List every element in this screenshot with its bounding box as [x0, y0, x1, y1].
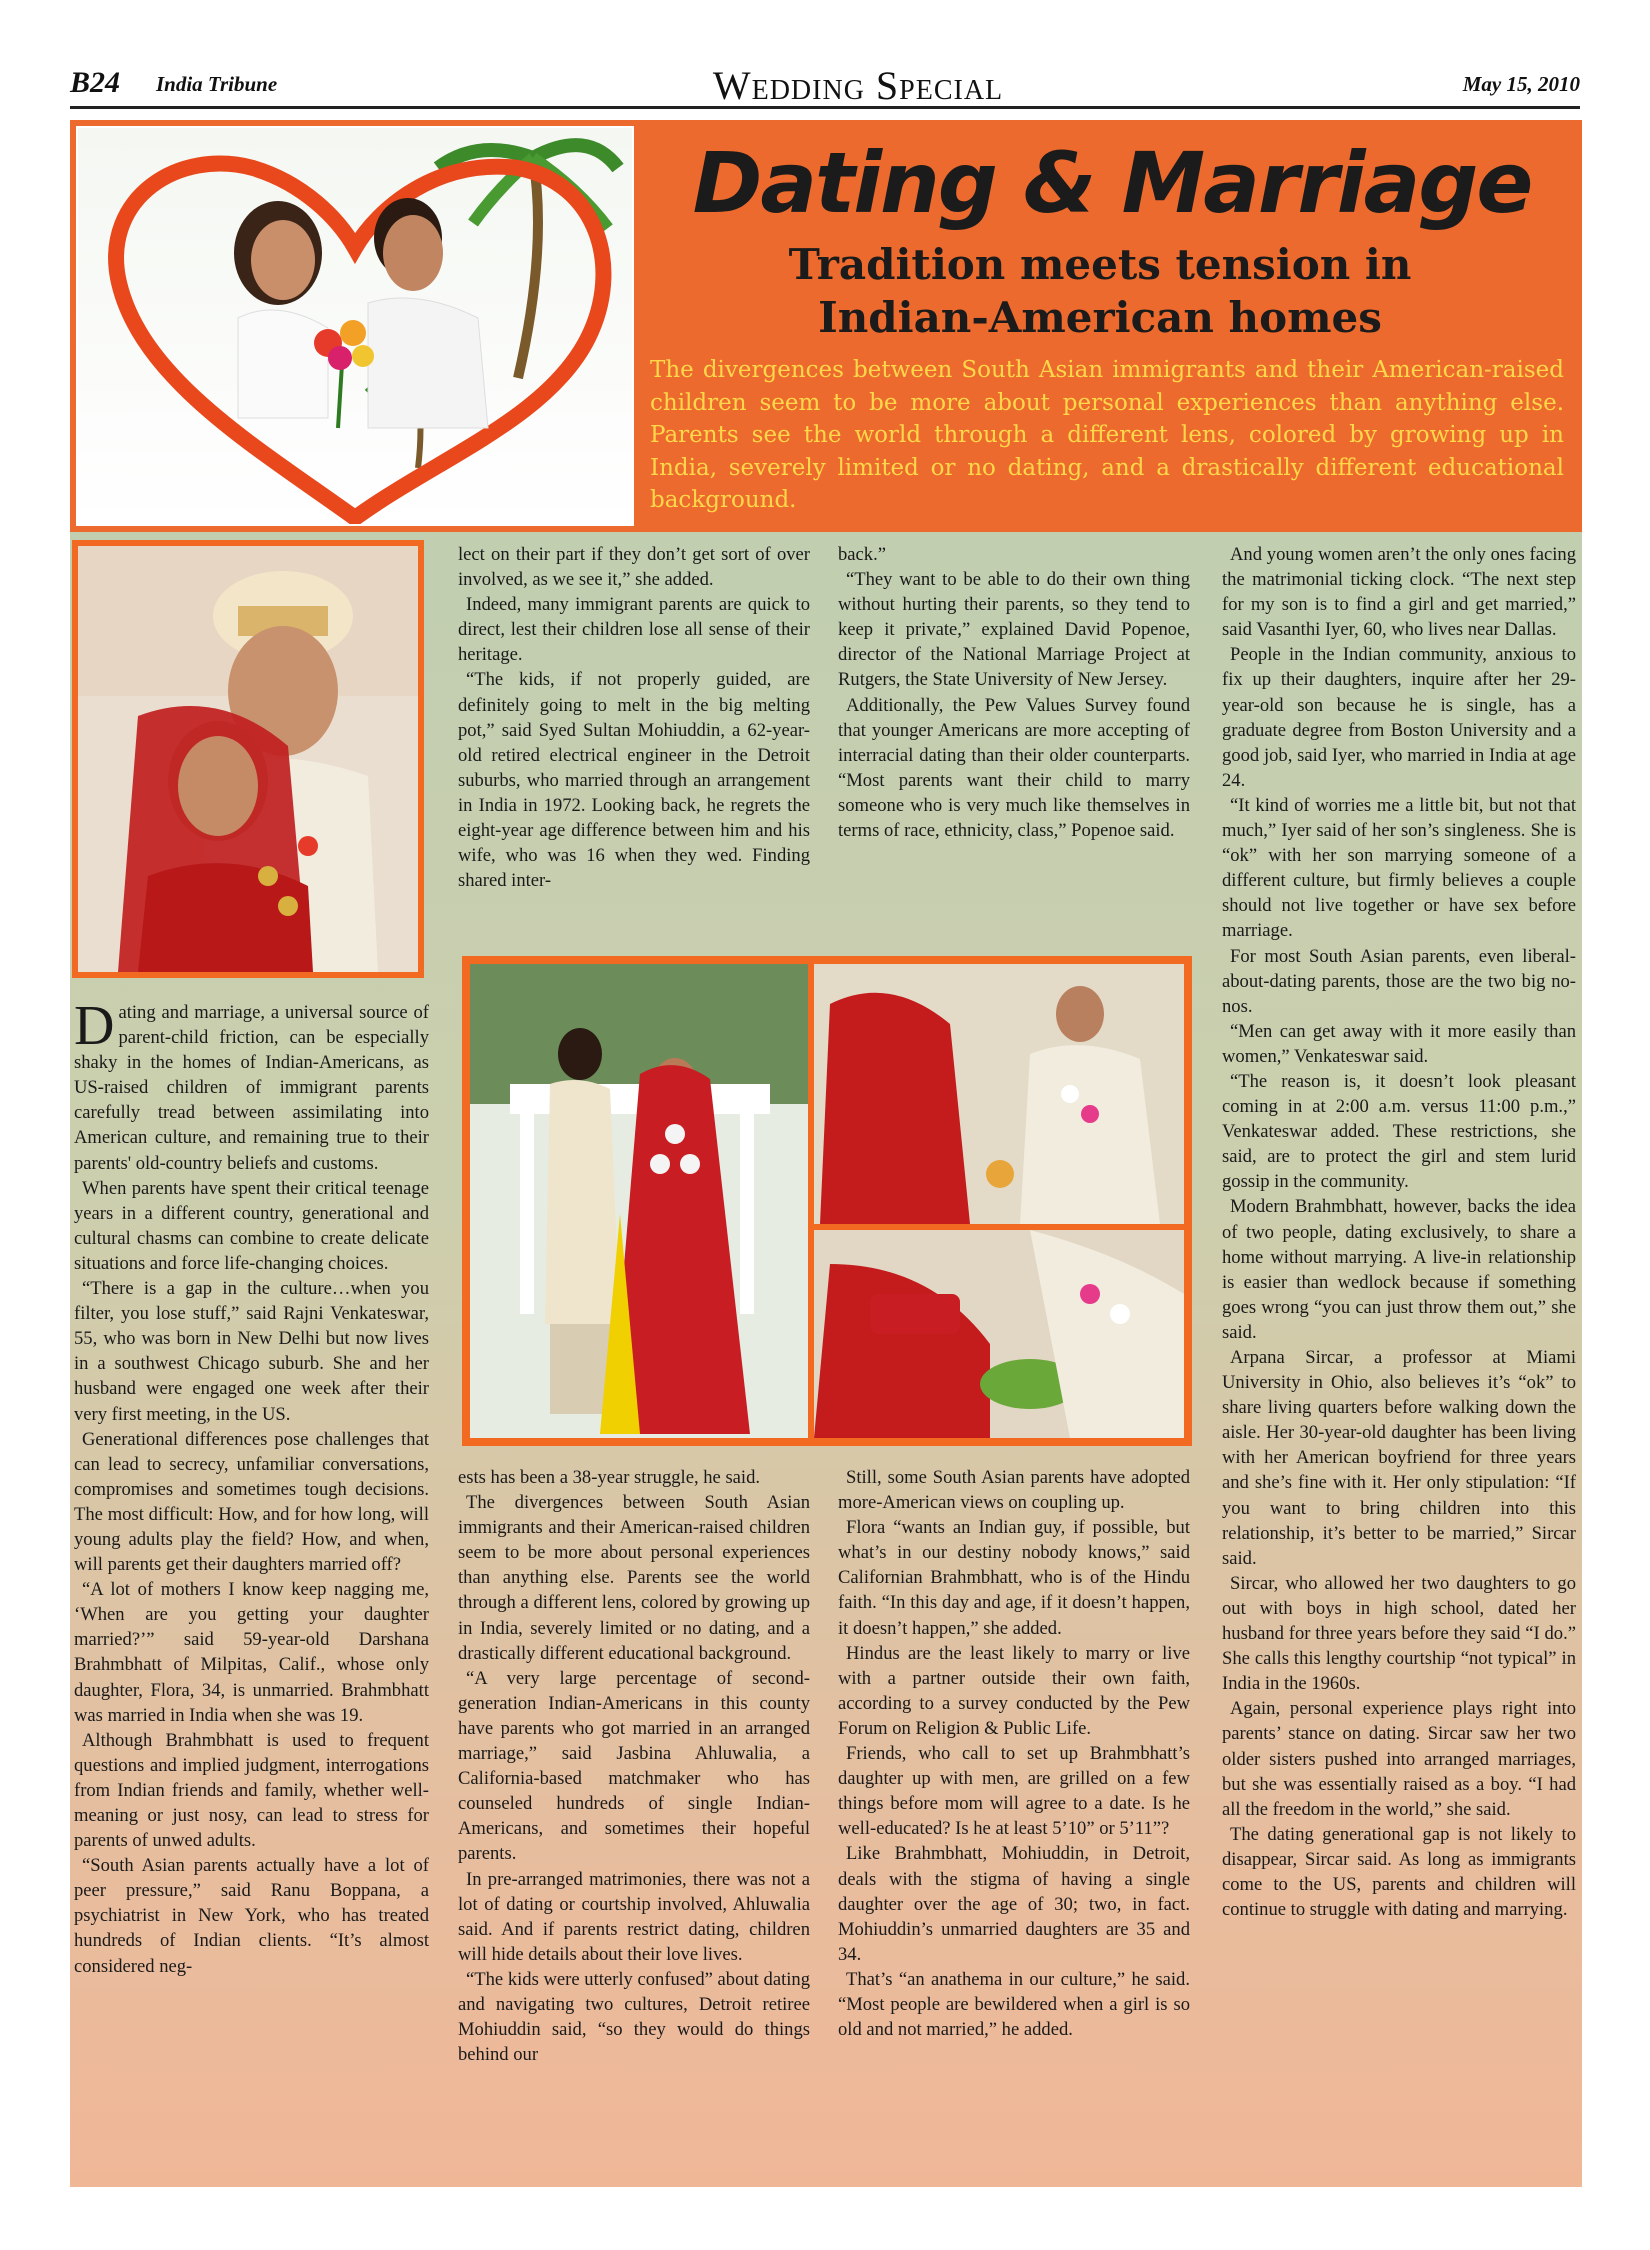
couple-heart-illustration: [78, 128, 632, 524]
col4-paragraph-8: Arpana Sircar, a professor at Miami University in Ohio, also believes it’s “ok” to share living quarters before walking down the aisle. Her 30-year-old daughter has been living with her American boyfriend for three years and she’s fine with it. Her only stipulation: “If you want to bring children into this relationship, it’s better to be married,” Sircar said.: [1222, 1347, 1576, 1569]
col2-top-paragraph-3: “The kids, if not properly guided, are definitely going to melt in the big melting pot,” said Syed Sultan Mohiuddin, a 62-year-old retired electrical engineer in the Detroit suburbs, who married through an arrangement in India in 1972. Looking back, he regrets the eight-year age difference between him and his wife, who was 16 when they wed. Finding shared inter-: [458, 669, 810, 892]
col2-bottom-paragraph-4: In pre-arranged matrimonies, there was not a lot of dating or courtship involved, Ahluwalia said. And if parents restrict dating, children will hide details about their love lives.: [458, 1868, 810, 1965]
col3-top-paragraph-3: Additionally, the Pew Values Survey found that younger Americans are more accepting of interracial dating than their older counterparts. “Most parents want their child to marry someone who is very much like themselves in terms of race, ethnicity, class,” Popenoe said.: [838, 694, 1190, 842]
col3-bottom-paragraph-4: Friends, who call to set up Brahmbhatt’s daughter up with men, are grilled on a few things before mom will agree to a date. Is he well-educated? Is he at least 5’10” or 5’11”?: [838, 1743, 1190, 1840]
headline-banner: [70, 120, 1582, 532]
ceremony-collage: [470, 964, 1184, 1438]
col4-paragraph-2: People in the Indian community, anxious to fix up their daughters, inquire after her 29-year-old son because he is single, has a graduate degree from Boston University and a good job, said Iyer, who married in India at age 24.: [1222, 644, 1576, 791]
col1-paragraph-3: “There is a gap in the culture…when you filter, you lose stuff,” said Rajni Venkateswar, 55, who was born in New Delhi but now lives in a southwest Chicago suburb. She and her husband were engaged one week after their very first meeting, in the US.: [74, 1278, 429, 1425]
col2-top-paragraph-1: lect on their part if they don’t get sort of over involved, as we see it,” she added.: [458, 544, 810, 591]
col2-top-paragraph-2: Indeed, many immigrant parents are quick to direct, lest their children lose all sense of their heritage.: [458, 594, 810, 666]
col3-top-paragraph-1: back.”: [838, 544, 887, 565]
banner-headline-area: [650, 120, 1582, 532]
col2-bottom-paragraph-3: “A very large percentage of second-generation Indian-Americans in this county have parents who got married in an arranged marriage,” said Jasbina Ahluwalia, a California-based matchmaker who has counseled hundreds of single Indian-Americans, and sometimes their hopeful parents.: [458, 1667, 810, 1865]
article-column-3-top: [838, 542, 1190, 843]
masthead: [70, 62, 1580, 109]
col4-paragraph-3: “It kind of worries me a little bit, but not that much,” Iyer said of her son’s singleness. She is “ok” with her son marrying someone of a different culture, but firmly believes a couple should not live together or have sex before marriage.: [1222, 794, 1576, 942]
article-column-2-bottom: [458, 1465, 810, 2067]
article-column-3-bottom: [838, 1465, 1190, 2042]
col1-paragraph-6: Although Brahmbhatt is used to frequent questions and implied judgment, interrogations from Indian friends and family, whether well-meaning or just nosy, can lead to stress for parents of unwed adults.: [74, 1729, 429, 1852]
deck-text: The divergences between South Asian immigrants and their American-raised children seem to be more about personal experiences than anything else. Parents see the world through a different lens, colored by growing up in India, severely limited or no dating, and a drastically different educational background.: [650, 357, 1564, 513]
col1-paragraph-7: “South Asian parents actually have a lot of peer pressure,” said Ranu Boppana, a psychiatrist in New York, who has treated hundreds of Indian clients. “It’s almost considered neg-: [74, 1855, 429, 1977]
col3-top-paragraph-2: “They want to be able to do their own thing without hurting their parents, so they tend to keep it private,” explained David Popenoe, director of the National Marriage Project at Rutgers, the State University of New Jersey.: [838, 569, 1190, 691]
col1-paragraph-5: “A lot of mothers I know keep nagging me, ‘When are you getting your daughter married?’” said 59-year-old Darshana Brahmbhatt of Milpitas, Calif., whose only daughter, Flora, 34, is unmarried. Brahmbhatt was married in India when she was 19.: [74, 1579, 429, 1726]
col4-paragraph-6: “The reason is, it doesn’t look pleasant coming in at 2:00 a.m. versus 11:00 p.m.,” Venkateswar added. These restrictions, she said, are to protect the girl and stem lurid gossip in the community.: [1222, 1070, 1576, 1193]
col4-paragraph-9: Sircar, who allowed her two daughters to go out with boys in high school, dated her husband for three years before they said “I do.” She calls this lengthy courtship “not typical” in India in the 1960s.: [1222, 1572, 1576, 1695]
col3-bottom-paragraph-2: Flora “wants an Indian guy, if possible, but what’s in our destiny nobody knows,” said Californian Brahmbhatt, who is of the Hindu faith. “In this day and age, if it doesn’t happen, it doesn’t happen,” she added.: [838, 1517, 1190, 1639]
subheadline: [690, 238, 1510, 344]
col3-bottom-paragraph-3: Hindus are the least likely to marry or live with a partner outside their own faith, according to a survey conducted by the Pew Forum on Religion & Public Life.: [838, 1642, 1190, 1739]
groom-bride-portrait: [78, 546, 418, 972]
main-headline: Dating & Marriage: [692, 134, 1532, 232]
page-number: B24: [70, 66, 121, 99]
publication-name: India Tribune: [156, 72, 278, 96]
groom-bride-photo: [72, 540, 424, 978]
col4-paragraph-10: Again, personal experience plays right into parents’ stance on dating. Sircar saw her two older sisters pushed into arranged marriages, but she was essentially raised as a boy. “I had all the freedom in the world,” she said.: [1222, 1698, 1576, 1820]
subhead-line-1: Tradition meets tension in: [788, 240, 1412, 289]
col1-paragraph-1: [74, 995, 429, 1176]
col3-bottom-paragraph-5: Like Brahmbhatt, Mohiuddin, in Detroit, deals with the stigma of having a single daughter over the age of 30; two, in fact. Mohiuddin’s unmarried daughters are 35 and 34.: [838, 1843, 1190, 1965]
col3-bottom-paragraph-6: That’s “an anathema in our culture,” he said. “Most people are bewildered when a girl is so old and not married,” he added.: [838, 1968, 1190, 2041]
issue-date: May 15, 2010: [1462, 72, 1580, 96]
col2-bottom-paragraph-1: ests has been a 38-year struggle, he said.: [458, 1467, 761, 1488]
col4-paragraph-7: Modern Brahmbhatt, however, backs the idea of two people, dating exclusively, to share a home without marrying. A live-in relationship is easier than wedlock because if something goes wrong “you can just throw them out,” she said.: [1222, 1196, 1576, 1343]
drop-cap: D: [74, 995, 115, 1057]
col2-bottom-paragraph-2: The divergences between South Asian immigrants and their American-raised children seem to be more about personal experiences than anything else. Parents see the world through a different lens, colored by growing up in India, severely limited or no dating, and a drastically different educational background.: [458, 1492, 810, 1664]
col1-paragraph-1-text: ating and marriage, a universal source of parent-child friction, can be especially shaky in the homes of Indian-Americans, as US-raised children of immigrant parents carefully tread between assimilating into American culture, and remaining true to their parents' old-country beliefs and customs.: [74, 1002, 429, 1174]
subhead-line-2: Indian-American homes: [818, 293, 1382, 342]
article-column-1: [74, 995, 429, 1979]
col4-paragraph-1: And young women aren’t the only ones facing the matrimonial ticking clock. “The next step for my son is to find a girl and get married,” said Vasanthi Iyer, 60, who lives near Dallas.: [1222, 544, 1576, 641]
col4-paragraph-5: “Men can get away with it more easily than women,” Venkateswar said.: [1222, 1020, 1576, 1067]
col3-bottom-paragraph-1: Still, some South Asian parents have adopted more-American views on coupling up.: [838, 1467, 1190, 1514]
col1-paragraph-2: When parents have spent their critical teenage years in a different country, generational and cultural chasms can combine to create delicate situations and force life-changing choices.: [74, 1177, 429, 1274]
col4-paragraph-4: For most South Asian parents, even liberal-about-dating parents, those are the two big no-nos.: [1222, 945, 1576, 1017]
col1-paragraph-4: Generational differences pose challenges that can lead to secrecy, unfamiliar conversations, compromises and sometimes tough decisions. The most difficult: How, and for how long, will young adults play the field? How, and when, will parents get their daughters married off?: [74, 1428, 429, 1576]
col2-bottom-paragraph-5: “The kids were utterly confused” about dating and navigating two cultures, Detroit retiree Mohiuddin said, “so they would do things behind our: [458, 1968, 810, 2066]
section-title: Wedding Special: [712, 63, 1004, 108]
couple-heart-photo: [76, 126, 634, 526]
col4-paragraph-11: The dating generational gap is not likely to disappear, Sircar said. As long as immigrants come to the US, parents and children will continue to struggle with dating and marrying.: [1222, 1823, 1576, 1921]
article-column-2-top: [458, 542, 810, 893]
wedding-ceremony-photos: [462, 956, 1192, 1446]
article-column-4: [1222, 542, 1576, 1922]
